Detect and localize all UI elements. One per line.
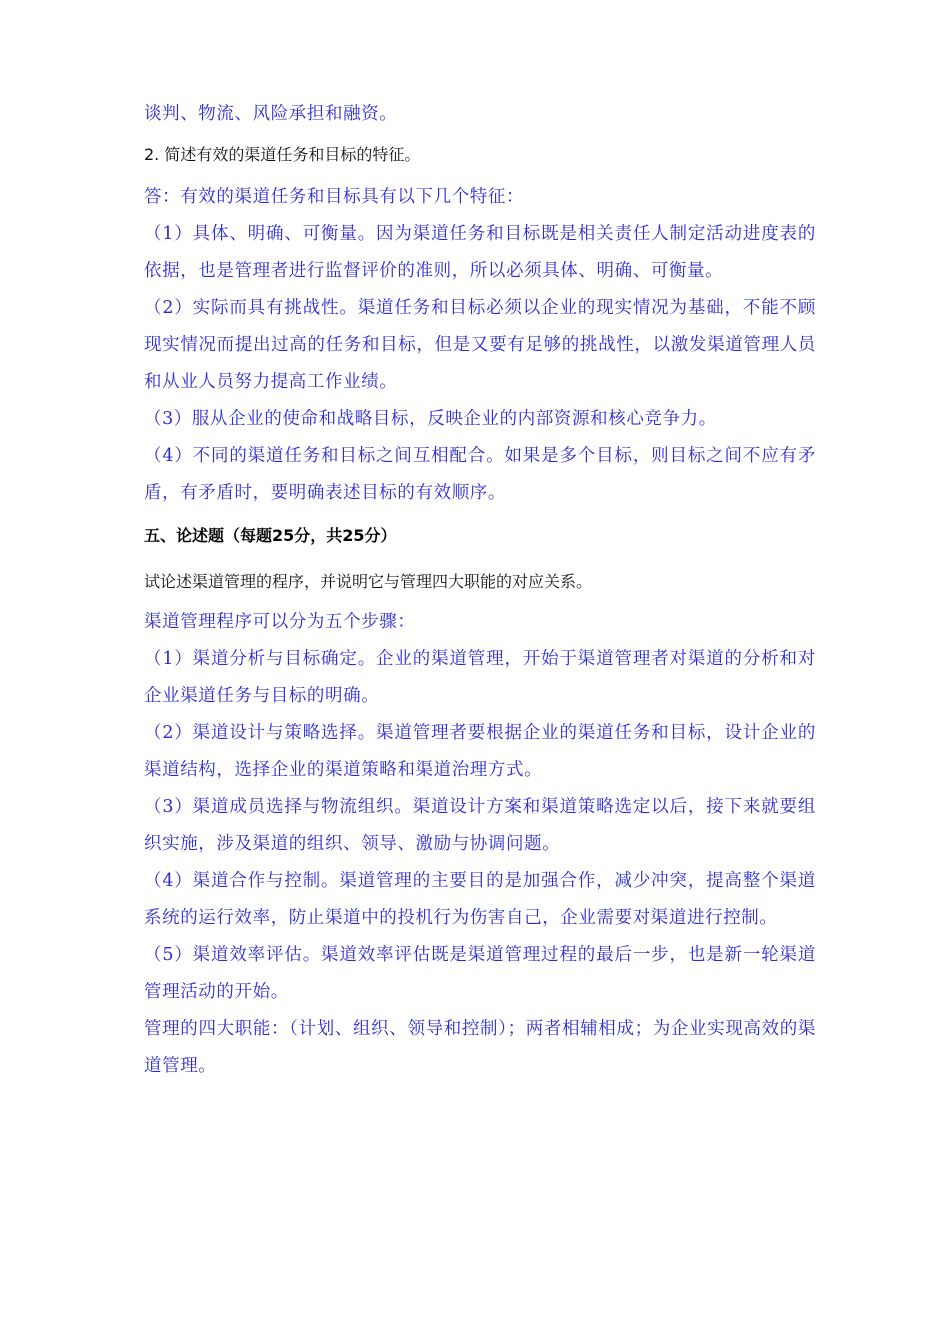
document-page: [144, 96, 816, 1085]
essay-step-1: （1）渠道分析与目标确定。企业的渠道管理，开始于渠道管理者对渠道的分析和对企业渠道任务与目标的明确。: [144, 649, 816, 706]
answer-2-point-3: （3）服从企业的使命和战略目标，反映企业的内部资源和核心竞争力。: [144, 409, 717, 429]
continued-answer-text: 谈判、物流、风险承担和融资。: [144, 104, 398, 124]
essay-step-5: （5）渠道效率评估。渠道效率评估既是渠道管理过程的最后一步，也是新一轮渠道管理活动的开始。: [144, 945, 816, 1002]
essay-conclusion: 管理的四大职能：（计划、组织、领导和控制）；两者相辅相成；为企业实现高效的渠道管理。: [144, 1019, 816, 1076]
answer-2-intro: 答：有效的渠道任务和目标具有以下几个特征：: [144, 187, 525, 207]
essay-step-2: （2）渠道设计与策略选择。渠道管理者要根据企业的渠道任务和目标，设计企业的渠道结构，选择企业的渠道策略和渠道治理方式。: [144, 723, 816, 780]
essay-answer-intro: 渠道管理程序可以分为五个步骤：: [144, 612, 416, 632]
question-2-title: 2. 简述有效的渠道任务和目标的特征。: [144, 145, 421, 164]
answer-2-point-1: （1）具体、明确、可衡量。因为渠道任务和目标既是相关责任人制定活动进度表的依据，也是管理者进行监督评价的准则，所以必须具体、明确、可衡量。: [144, 224, 816, 281]
essay-question: 试论述渠道管理的程序，并说明它与管理四大职能的对应关系。: [144, 572, 593, 591]
answer-2-point-2: （2）实际而具有挑战性。渠道任务和目标必须以企业的现实情况为基础，不能不顾现实情况而提出过高的任务和目标，但是又要有足够的挑战性，以激发渠道管理人员和从业人员努力提高工作业绩。: [144, 298, 816, 392]
section-5-title: 五、论述题（每题25分，共25分）: [144, 526, 397, 545]
essay-step-3: （3）渠道成员选择与物流组织。渠道设计方案和渠道策略选定以后，接下来就要组织实施，涉及渠道的组织、领导、激励与协调问题。: [144, 797, 816, 854]
answer-2-point-4: （4）不同的渠道任务和目标之间互相配合。如果是多个目标，则目标之间不应有矛盾，有矛盾时，要明确表述目标的有效顺序。: [144, 446, 816, 503]
essay-step-4: （4）渠道合作与控制。渠道管理的主要目的是加强合作，减少冲突，提高整个渠道系统的运行效率，防止渠道中的投机行为伤害自己，企业需要对渠道进行控制。: [144, 871, 816, 928]
